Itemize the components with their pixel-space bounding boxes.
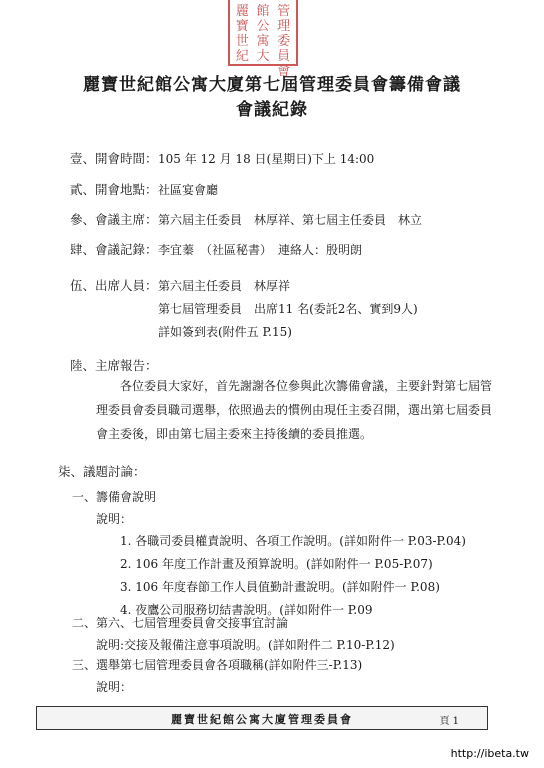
meeting-chair-value: 第六屆主任委員 林厚祥、第七屆主任委員 林立 (158, 213, 423, 227)
meeting-recorder-value: 李宜蓁 （社區秘書） 連絡人：殷明朗 (158, 243, 363, 257)
footer-title: 麗寶世紀館公寓大廈管理委員會 (171, 713, 353, 726)
section-1-item: 4. 夜鷹公司服務切結書說明。(詳如附件一 P.09 (120, 603, 373, 617)
chair-report-line: 會主委後，即由第七屆主委來主持後續的委員推選。 (96, 427, 373, 441)
section-2-note: 說明:交接及報備注意事項說明。(詳如附件二 P.10-P.12) (96, 638, 395, 652)
document-subtitle: 會議紀錄 (236, 100, 308, 120)
committee-seal (228, 0, 298, 79)
chair-report-line: 理委員會委員職司選舉，依照過去的慣例由現任主委召開，選出第七屆委員 (96, 403, 493, 417)
seal-line: 館公寓大 (256, 4, 270, 64)
attendee-line: 詳如簽到表(附件五 P.15) (158, 325, 292, 339)
section-2-heading: 二、第六、七屆管理委員會交接事宜討論 (72, 616, 289, 630)
attendees-label: 伍、出席人員： (70, 278, 158, 293)
meeting-place-value: 社區宴會廳 (158, 183, 219, 197)
section-1-heading: 一、籌備會說明 (72, 490, 157, 504)
attendee-line: 第七屆管理委員 出席11 名(委託2名、實到9人) (158, 302, 418, 316)
chair-report-line: 各位委員大家好，首先謝謝各位參與此次籌備會議，主要針對第七屆管 (120, 379, 493, 393)
section-1-item: 3. 106 年度春節工作人員值勤計畫說明。(詳如附件一 P.08) (120, 580, 440, 594)
meeting-time-label: 壹、開會時間： (70, 151, 158, 166)
section-1-item: 2. 106 年度工作計畫及預算說明。(詳如附件一 P.05-P.07) (120, 557, 433, 571)
watermark: http://ibeta.tw (448, 746, 532, 761)
seal-line: 麗寶世紀 (235, 4, 249, 64)
chair-report-body (96, 374, 516, 446)
page-number: 頁 1 (439, 716, 459, 727)
meeting-recorder-label: 肆、會議記錄： (70, 242, 158, 257)
attendee-line: 第六屆主任委員 林厚祥 (158, 279, 291, 293)
section-1-note: 說明： (96, 512, 133, 526)
section-1-item: 1. 各職司委員權責說明、各項工作說明。(詳如附件一 P.03-P.04) (120, 534, 466, 548)
discussion-label: 柒、議題討論： (58, 464, 146, 479)
document-title: 麗寶世紀館公寓大廈第七屆管理委員會籌備會議 (83, 75, 461, 95)
chair-report-label: 陸、主席報告： (70, 358, 158, 373)
meeting-chair-label: 參、會議主席： (70, 212, 158, 227)
section-3-heading: 三、選舉第七屆管理委員會各項職稱(詳如附件三-P.13) (72, 658, 363, 672)
meeting-time-value: 105 年 12 月 18 日(星期日)下上 14:00 (158, 152, 375, 166)
seal-line: 管理委員會 (277, 4, 291, 79)
meeting-place-label: 貳、開會地點： (70, 182, 158, 197)
section-3-note: 說明： (96, 680, 133, 694)
page-footer (36, 706, 488, 730)
